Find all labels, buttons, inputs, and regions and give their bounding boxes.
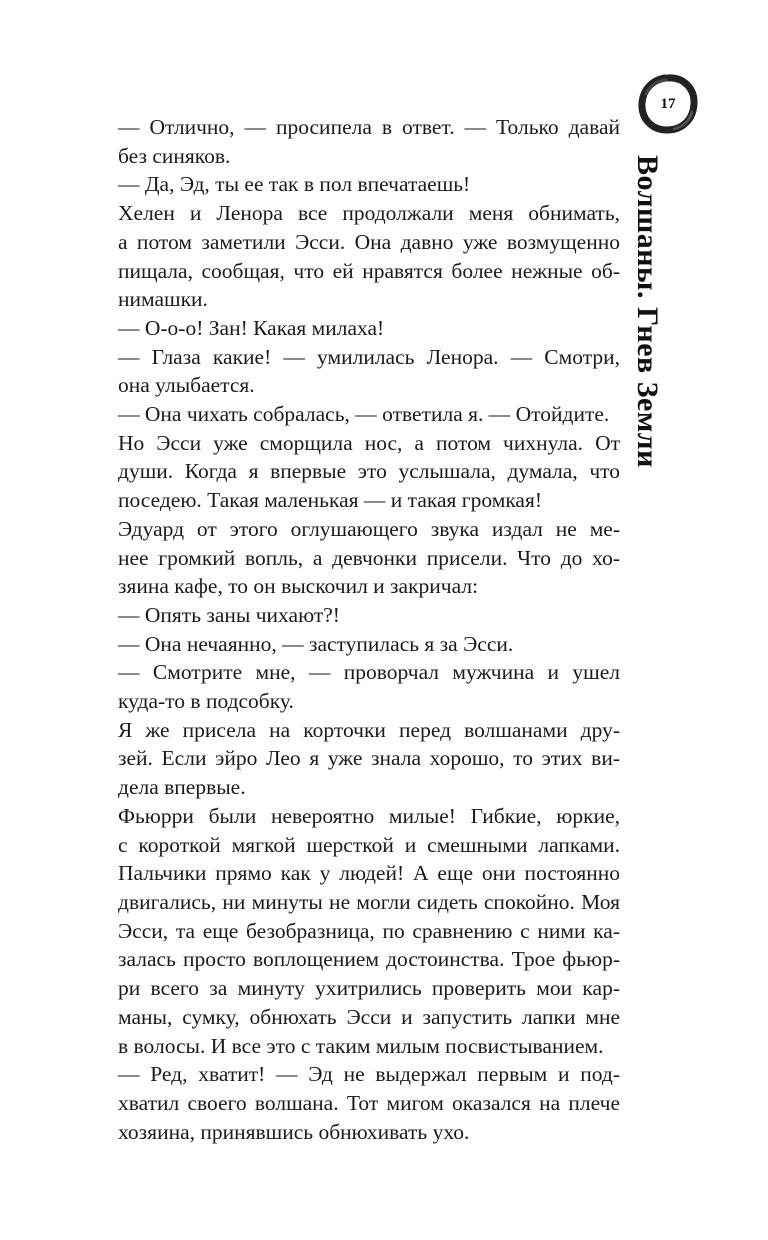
paragraph (118, 515, 620, 601)
paragraph (118, 113, 620, 170)
text-line: — Она нечаянно, — заступилась я за Эсси. (118, 631, 514, 656)
text-line: — Она чихать собралась, — ответила я. — Отойдите. (118, 402, 610, 427)
body-text (118, 113, 620, 1146)
text-line: — Да, Эд, ты ее так в пол впечатаешь! (118, 172, 471, 197)
text-line: — Глаза какие! — умилилась Ленора. — Смотри, (118, 344, 620, 369)
text-line: нимашки. (118, 287, 208, 312)
paragraph (118, 400, 620, 429)
text-line: маны, сумку, обнюхать Эсси и запустить лапки мне (118, 1004, 620, 1029)
text-line: Эдуард от этого оглушающего звука издал не ме- (118, 516, 620, 541)
text-line: пищала, сообщая, что ей нравятся более нежные об- (118, 258, 620, 283)
text-line: ри всего за минуту ухитрились проверить мои кар- (118, 976, 620, 1001)
text-line: Я же присела на корточки перед волшанами дру- (118, 717, 620, 742)
text-line: Но Эсси уже сморщила нос, а потом чихнула. От (118, 430, 620, 455)
text-line: нее громкий вопль, а девчонки присели. Что до хо- (118, 545, 620, 570)
paragraph (118, 199, 620, 314)
paragraph (118, 314, 620, 343)
text-line: с короткой мягкой шерсткой и смешными лапками. (118, 832, 620, 857)
paragraph (118, 802, 620, 1060)
paragraph (118, 630, 620, 659)
text-line: Хелен и Ленора все продолжали меня обнимать, (118, 201, 620, 226)
paragraph (118, 601, 620, 630)
text-line: в волосы. И все это с таким милым посвистыванием. (118, 1033, 604, 1058)
text-line: Фьюрри были невероятно милые! Гибкие, юркие, (118, 803, 620, 828)
text-line: хозяина, принявшись обнюхивать ухо. (118, 1119, 470, 1144)
text-line: дела впервые. (118, 775, 246, 800)
text-line: — Опять заны чихают?! (118, 602, 340, 627)
text-line: — Смотрите мне, — проворчал мужчина и ушел (118, 660, 620, 685)
text-line: — Отлично, — просипела в ответ. — Только давай (118, 115, 620, 139)
text-line: — Ред, хватит! — Эд не выдержал первым и под- (118, 1062, 620, 1087)
text-line: двигались, ни минуты не могли сидеть спокойно. Моя (118, 889, 620, 914)
paragraph (118, 429, 620, 515)
page-number-badge (636, 72, 700, 136)
text-line: она улыбается. (118, 373, 255, 398)
text-line: поседею. Такая маленькая — и такая громкая! (118, 488, 543, 513)
running-head: Волшаны. Гнев Земли (631, 155, 664, 468)
paragraph (118, 343, 620, 400)
text-line: залась просто воплощением достоинства. Трое фьюр- (118, 947, 620, 972)
paragraph (118, 170, 620, 199)
text-line: Пальчики прямо как у людей! А еще они постоянно (118, 861, 620, 886)
text-line: — О-о-о! Зан! Какая милаха! (118, 315, 385, 340)
text-line: зей. Если эйро Лео я уже знала хорошо, то этих ви- (118, 746, 620, 771)
text-line: хватил своего волшана. Тот мигом оказался на плече (118, 1090, 620, 1115)
paragraph (118, 658, 620, 715)
text-line: а потом заметили Эсси. Она давно уже возмущенно (118, 229, 620, 254)
paragraph (118, 1060, 620, 1146)
text-line: души. Когда я впервые это услышала, думала, что (118, 459, 620, 484)
text-line: зяина кафе, то он выскочил и закричал: (118, 574, 479, 599)
text-line: без синяков. (118, 143, 231, 168)
text-line: куда-то в подсобку. (118, 689, 294, 714)
text-line: Эсси, та еще безобразница, по сравнению с ними ка- (118, 918, 620, 943)
page-number: 17 (660, 96, 676, 112)
paragraph (118, 716, 620, 802)
